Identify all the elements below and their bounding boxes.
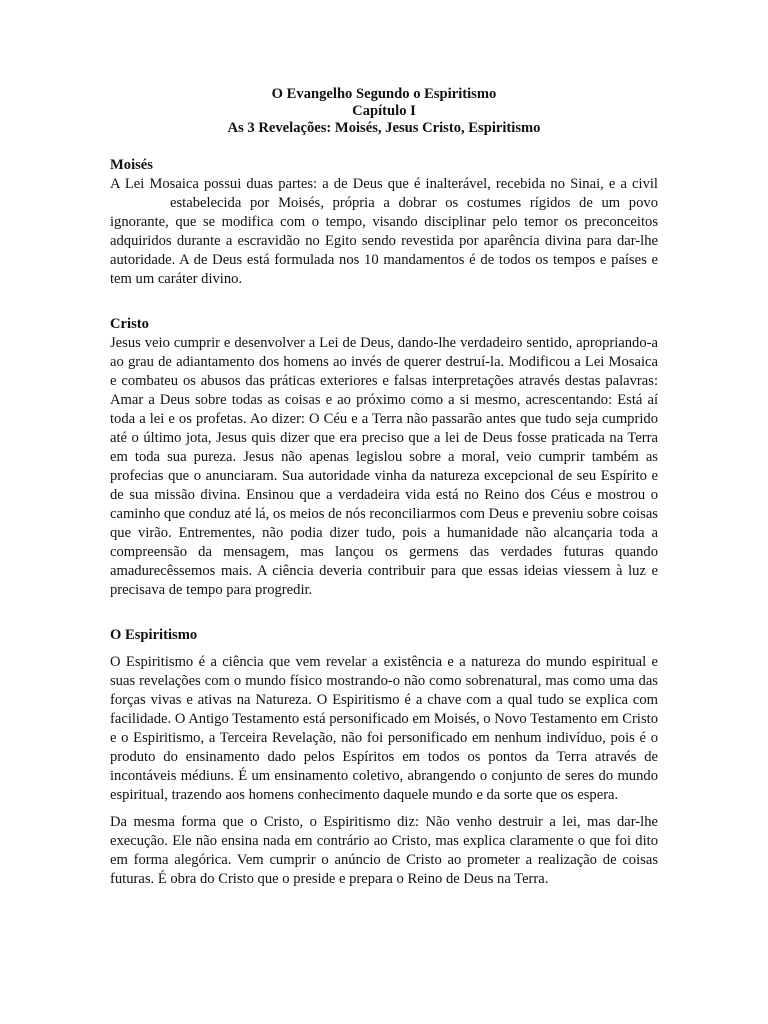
paragraph-cristo: Jesus veio cumprir e desenvolver a Lei de Deus, dando-lhe verdadeiro sentido, apropriando-a ao grau de adiantamento dos homens ao invés de querer destruí-la. Modificou a Lei Mosaica e combateu os abusos das práticas exteriores e falsas interpretações através destas palavras: Amar a Deus sobre todas as coisas e ao próximo como a si mesmo, acrescentando: Está aí toda a lei e os profetas. Ao dizer: O Céu e a Terra não passarão antes que tudo seja cumprido até o último jota, Jesus quis dizer que era preciso que a lei de Deus fosse praticada na Terra em toda sua pureza. Jesus não apenas legislou sobre a moral, veio cumprir também as profecias que o anunciaram. Sua autoridade vinha da natureza excepcional de seu Espírito e de sua missão divina. Ensinou que a verdadeira vida está no Reino dos Céus e mostrou o caminho que conduz até lá, os meios de nós reconciliarmos com Deus e preveniu sobre coisas que virão. Entrementes, não podia dizer tudo, pois a humanidade não alcançaria toda a compreensão da mensagem, mas lançou os germens das verdades futuras quando amadurecêssemos mais. A ciência deveria contribuir para que essas ideias viessem à luz e precisava de tempo para progredir. [110, 335, 658, 598]
section-espiritismo [110, 626, 658, 889]
paragraph-moises [110, 175, 658, 289]
document-header [110, 86, 658, 137]
chapter-number: Capítulo I [352, 103, 416, 119]
section-title-cristo: Cristo [110, 316, 149, 332]
paragraph-espiritismo-2: Da mesma forma que o Cristo, o Espiritismo diz: Não venho destruir a lei, mas dar-lhe execução. Ele não ensina nada em contrário ao Cristo, mas explica claramente o que foi dito em forma alegórica. Vem cumprir o anúncio de Cristo ao prometer a realização de coisas futuras. É obra do Cristo que o preside e prepara o Reino de Deus na Terra. [110, 814, 658, 887]
section-cristo [110, 315, 658, 600]
section-moises [110, 156, 658, 289]
paragraph-moises-part1: A Lei Mosaica possui duas partes: a de Deus que é inalterável, recebida no Sinai, e a civil [110, 176, 658, 192]
paragraph-espiritismo-1: O Espiritismo é a ciência que vem revelar a existência e a natureza do mundo espiritual e suas revelações com o mundo físico mostrando-o não como sobrenatural, mas como uma das forças vivas e ativas na Natureza. O Espiritismo é a chave com a qual tudo se explica com facilidade. O Antigo Testamento está personificado em Moisés, o Novo Testamento em Cristo e o Espiritismo, a Terceira Revelação, não foi personificado em nenhum indivíduo, pois é o produto do ensinamento dado pelos Espíritos em todos os pontos da Terra através de incontáveis médiuns. É um ensinamento coletivo, abrangendo o conjunto de seres do mundo espiritual, trazendo aos homens conhecimento daquele mundo e da sorte que os espera. [110, 654, 658, 803]
section-title-moises: Moisés [110, 157, 153, 173]
section-title-espiritismo: O Espiritismo [110, 627, 198, 643]
chapter-title: As 3 Revelações: Moisés, Jesus Cristo, Espiritismo [227, 120, 541, 136]
book-title: O Evangelho Segundo o Espiritismo [271, 86, 497, 102]
paragraph-moises-part2: estabelecida por Moisés, própria a dobrar os costumes rígidos de um povo ignorante, que se modifica com o tempo, visando disciplinar pelo temor os preconceitos adquiridos durante a escravidão no Egito sendo revestida por aparência divina para dar-lhe autoridade. A de Deus está formulada nos 10 mandamentos é de todos os tempos e países e tem um caráter divino. [110, 195, 658, 287]
